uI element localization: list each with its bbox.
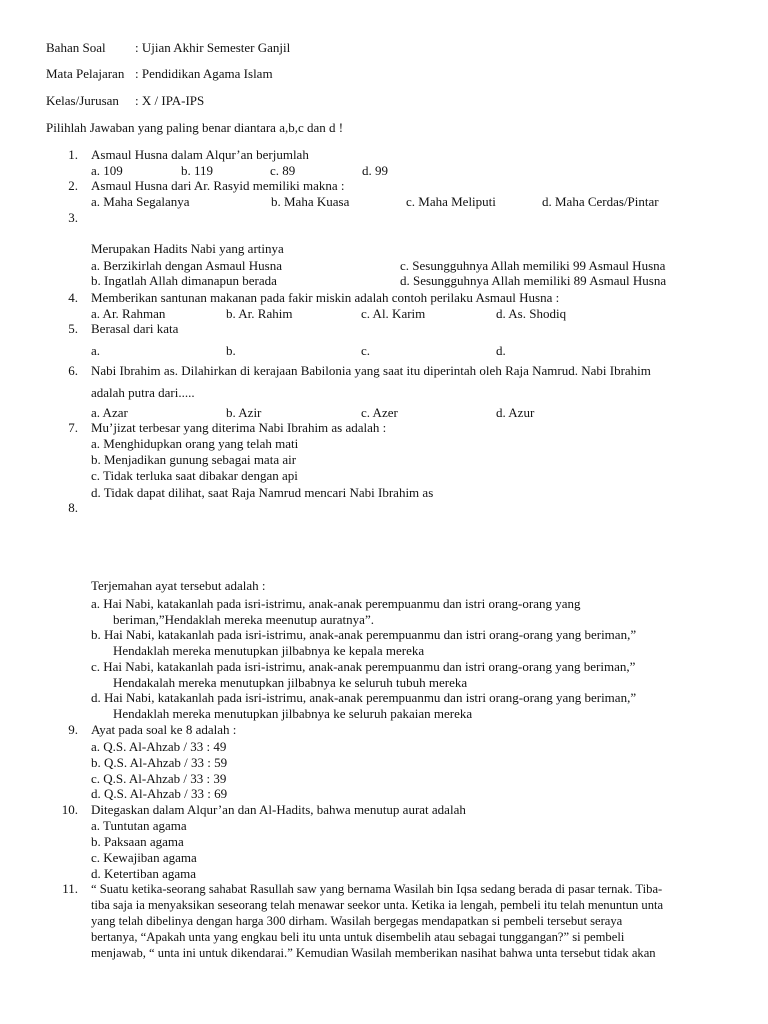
q8-option-c-line2: Hendakalah mereka menutupkan jilbabnya ke seluruh tubuh mereka — [113, 675, 468, 690]
q4-option-a: a. Ar. Rahman — [91, 306, 166, 321]
q10-option-b: b. Paksaan agama — [91, 834, 184, 849]
q8-option-c-line1: c. Hai Nabi, katakanlah pada isri-istrimu, anak-anak perempuanmu dan istri orang-orang yang beriman,” — [91, 659, 636, 674]
q9-option-c: c. Q.S. Al-Ahzab / 33 : 39 — [91, 771, 227, 786]
q8-text: Terjemahan ayat tersebut adalah : — [91, 578, 266, 593]
q4-option-d: d. As. Shodiq — [496, 306, 567, 321]
q4-number: 4. — [68, 290, 78, 305]
q8-option-b-line1: b. Hai Nabi, katakanlah pada isri-istrimu, anak-anak perempuanmu dan istri orang-orang yang beriman,” — [91, 627, 637, 642]
q6-text-line2: adalah putra dari..... — [91, 385, 195, 400]
q3-option-c: c. Sesungguhnya Allah memiliki 99 Asmaul Husna — [400, 258, 666, 273]
q9-option-a: a. Q.S. Al-Ahzab / 33 : 49 — [91, 739, 227, 754]
q10-text: Ditegaskan dalam Alqur’an dan Al-Hadits, bahwa menutup aurat adalah — [91, 802, 466, 817]
q7-option-a: a. Menghidupkan orang yang telah mati — [91, 436, 299, 451]
value-kelas-jurusan: : X / IPA-IPS — [135, 93, 205, 108]
q10-option-a: a. Tuntutan agama — [91, 818, 187, 833]
q6-option-b: b. Azir — [226, 405, 262, 420]
q5-option-a: a. — [91, 343, 101, 358]
q7-number: 7. — [68, 420, 78, 435]
q2-option-a: a. Maha Segalanya — [91, 194, 190, 209]
q3-number: 3. — [68, 210, 78, 225]
q11-line2: tiba saja ia menyaksikan seseorang telah menawar seekor unta. Ketika ia lengah, pembeli itu telah menuntun unta — [91, 898, 664, 912]
label-kelas-jurusan: Kelas/Jurusan — [46, 93, 119, 108]
value-mata-pelajaran: : Pendidikan Agama Islam — [135, 66, 273, 81]
q7-option-c: c. Tidak terluka saat dibakar dengan api — [91, 468, 298, 483]
q1-option-b: b. 119 — [181, 163, 214, 178]
q7-option-b: b. Menjadikan gunung sebagai mata air — [91, 452, 297, 467]
q11-line1: “ Suatu ketika-seorang sahabat Rasullah saw yang bernama Wasilah bin Iqsa sedang berada di pasar ternak. Tiba- — [91, 882, 663, 896]
q6-option-c: c. Azer — [361, 405, 398, 420]
q11-line3: yang telah dibelinya dengan harga 300 dirham. Wasilah bergegas mendapatkan si pembeli tersebut seraya — [91, 914, 623, 928]
q1-text: Asmaul Husna dalam Alqur’an berjumlah — [91, 147, 309, 162]
q8-option-b-line2: Hendaklah mereka menutupkan jilbabnya ke kepala mereka — [113, 643, 425, 658]
q5-option-d: d. — [496, 343, 506, 358]
q8-option-d-line2: Hendaklah mereka menutupkan jilbabnya ke seluruh pakaian mereka — [113, 706, 473, 721]
q6-number: 6. — [68, 363, 78, 378]
q5-option-c: c. — [361, 343, 371, 358]
q2-option-d: d. Maha Cerdas/Pintar — [542, 194, 659, 209]
q4-text: Memberikan santunan makanan pada fakir miskin adalah contoh perilaku Asmaul Husna : — [91, 290, 560, 305]
q9-option-b: b. Q.S. Al-Ahzab / 33 : 59 — [91, 755, 228, 770]
q9-option-d: d. Q.S. Al-Ahzab / 33 : 69 — [91, 786, 228, 801]
q2-option-b: b. Maha Kuasa — [271, 194, 350, 209]
q1-number: 1. — [68, 147, 78, 162]
q3-option-b: b. Ingatlah Allah dimanapun berada — [91, 273, 277, 288]
q4-option-c: c. Al. Karim — [361, 306, 426, 321]
q3-option-a: a. Berzikirlah dengan Asmaul Husna — [91, 258, 282, 273]
q10-number: 10. — [61, 802, 78, 817]
q8-option-d-line1: d. Hai Nabi, katakanlah pada isri-istrimu, anak-anak perempuanmu dan istri orang-orang yang beriman,” — [91, 690, 637, 705]
q8-option-a-line1: a. Hai Nabi, katakanlah pada isri-istrimu, anak-anak perempuanmu dan istri orang-orang yang — [91, 596, 581, 611]
q5-text: Berasal dari kata — [91, 321, 179, 336]
q5-option-b: b. — [226, 343, 236, 358]
q5-number: 5. — [68, 321, 78, 336]
q9-text: Ayat pada soal ke 8 adalah : — [91, 722, 237, 737]
q8-option-a-line2: beriman,”Hendaklah mereka meenutup auratnya”. — [113, 612, 374, 627]
q11-line5: menjawab, “ unta ini untuk dikendarai.” Kemudian Wasilah memberikan nasihat bahwa unta tersebut tidak akan — [91, 946, 656, 960]
q3-option-d: d. Sesungguhnya Allah memiliki 89 Asmaul Husna — [400, 273, 667, 288]
q9-number: 9. — [68, 722, 78, 737]
q10-option-c: c. Kewajiban agama — [91, 850, 197, 865]
q6-text-line1: Nabi Ibrahim as. Dilahirkan di kerajaan Babilonia yang saat itu diperintah oleh Raja Namrud. Nabi Ibrahim — [91, 363, 651, 378]
q8-number: 8. — [68, 500, 78, 515]
q2-text: Asmaul Husna dari Ar. Rasyid memiliki makna : — [91, 178, 345, 193]
q1-option-a: a. 109 — [91, 163, 123, 178]
q6-option-d: d. Azur — [496, 405, 535, 420]
q1-option-d: d. 99 — [362, 163, 388, 178]
q1-option-c: c. 89 — [270, 163, 296, 178]
q11-line4: bertanya, “Apakah unta yang engkau beli itu unta untuk disembelih atau sebagai tunggangan?” si pembeli — [91, 930, 625, 944]
q3-text: Merupakan Hadits Nabi yang artinya — [91, 241, 284, 256]
q7-text: Mu’jizat terbesar yang diterima Nabi Ibrahim as adalah : — [91, 420, 387, 435]
q2-option-c: c. Maha Meliputi — [406, 194, 496, 209]
label-bahan-soal: Bahan Soal — [46, 40, 106, 55]
q10-option-d: d. Ketertiban agama — [91, 866, 197, 881]
q7-option-d: d. Tidak dapat dilihat, saat Raja Namrud mencari Nabi Ibrahim as — [91, 485, 434, 500]
q11-number: 11. — [62, 881, 78, 896]
q2-number: 2. — [68, 178, 78, 193]
label-mata-pelajaran: Mata Pelajaran — [46, 66, 125, 81]
q6-option-a: a. Azar — [91, 405, 128, 420]
q4-option-b: b. Ar. Rahim — [226, 306, 293, 321]
value-bahan-soal: : Ujian Akhir Semester Ganjil — [135, 40, 291, 55]
instruction: Pilihlah Jawaban yang paling benar diantara a,b,c dan d ! — [46, 120, 344, 135]
